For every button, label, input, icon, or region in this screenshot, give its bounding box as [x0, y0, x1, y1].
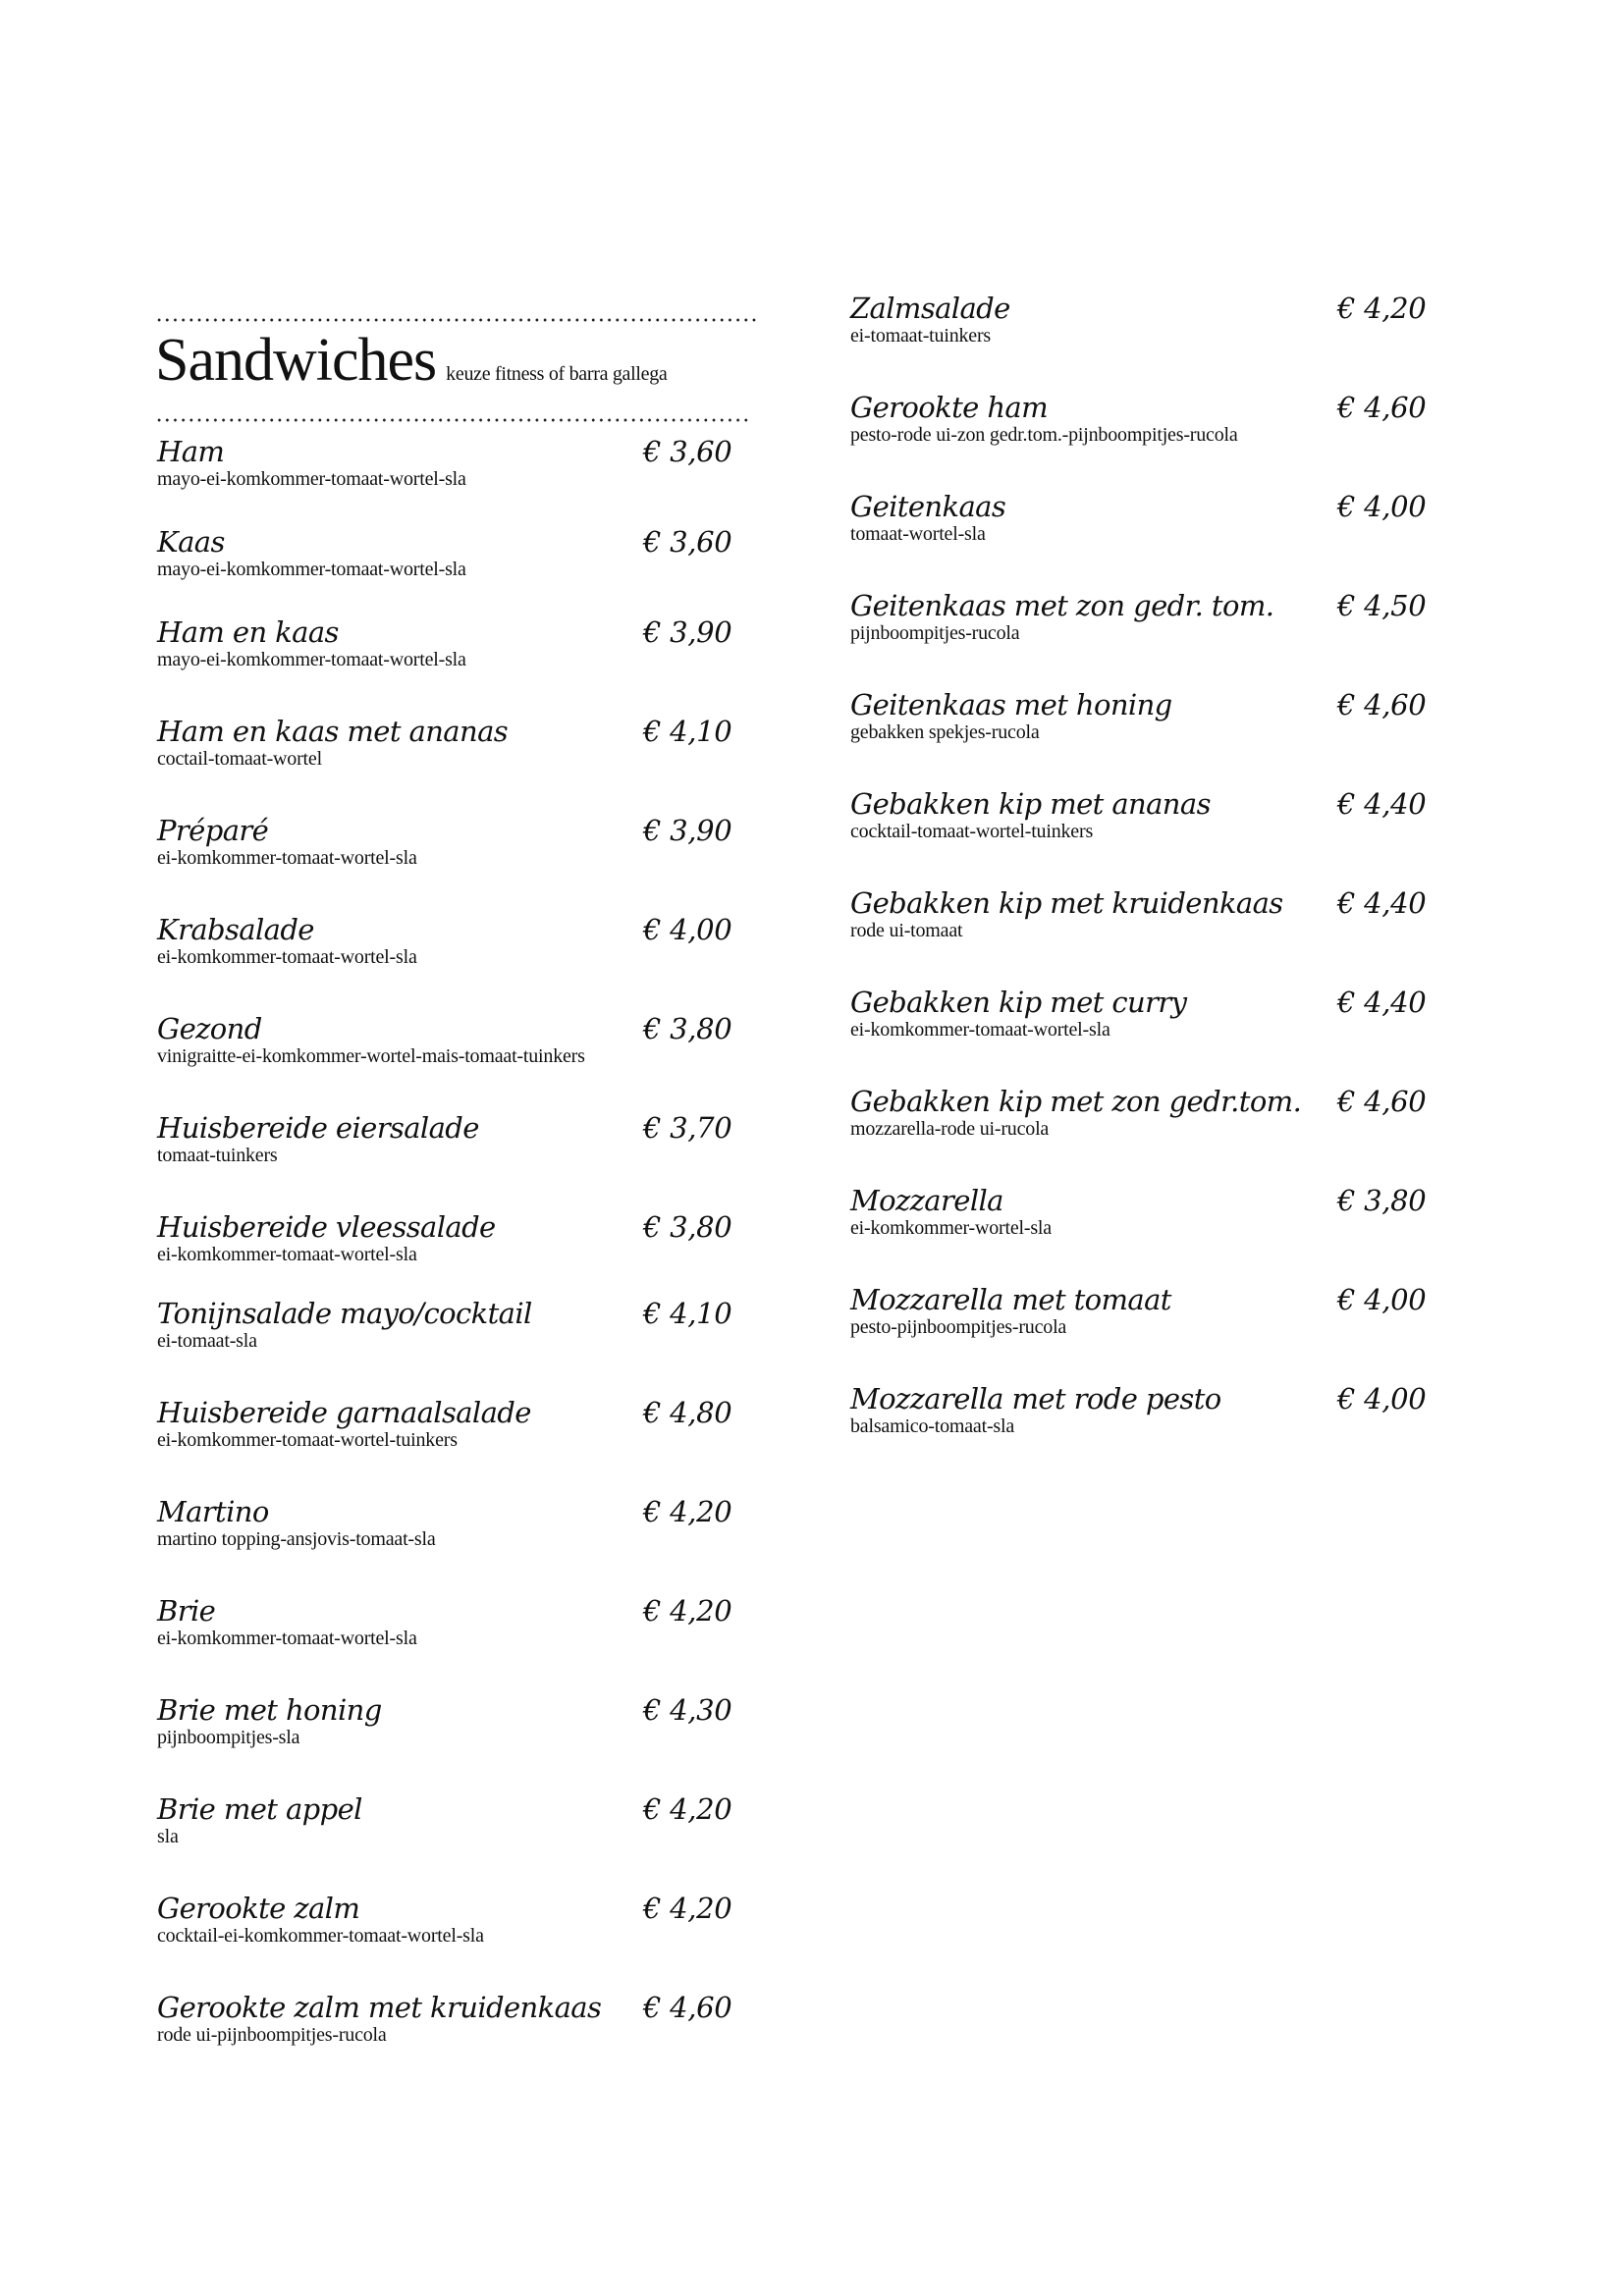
menu-item — [157, 1891, 766, 1979]
menu-item — [157, 912, 766, 1000]
item-description: gebakken spekjes-rucola — [850, 721, 1040, 743]
dotted-divider-bottom — [155, 418, 752, 422]
item-price: € 4,10 — [643, 1297, 732, 1330]
item-price: € 4,40 — [1337, 787, 1427, 821]
item-price: € 3,60 — [643, 525, 732, 559]
item-price: € 4,60 — [643, 1991, 732, 2024]
item-name: Mozzarella met rode pesto — [850, 1382, 1221, 1415]
item-description: pesto-pijnboompitjes-rucola — [850, 1316, 1067, 1338]
item-name: Gerookte ham — [850, 391, 1048, 424]
dotted-divider-top — [155, 318, 759, 322]
item-name: Ham en kaas — [157, 615, 339, 649]
item-description: ei-komkommer-tomaat-wortel-sla — [157, 1244, 417, 1265]
section-subtitle: keuze fitness of barra gallega — [446, 363, 668, 385]
item-description: mozzarella-rode ui-rucola — [850, 1118, 1050, 1140]
item-price: € 3,90 — [643, 814, 732, 847]
item-price: € 4,10 — [643, 715, 732, 748]
item-name: Mozzarella — [850, 1184, 1003, 1217]
item-description: coctail-tomaat-wortel — [157, 748, 322, 770]
menu-item — [157, 1990, 766, 2078]
item-name: Gebakken kip met curry — [850, 986, 1187, 1019]
item-description: rode ui-tomaat — [850, 920, 963, 941]
menu-item — [850, 390, 1459, 478]
item-name: Ham en kaas met ananas — [157, 715, 509, 748]
item-description: ei-komkommer-tomaat-wortel-sla — [157, 847, 417, 869]
item-name: Brie met appel — [157, 1792, 362, 1826]
menu-item — [850, 489, 1459, 577]
item-description: vinigraitte-ei-komkommer-wortel-mais-tomaat-tuinkers — [157, 1045, 585, 1067]
menu-item — [157, 1110, 766, 1199]
item-name: Huisbereide garnaalsalade — [157, 1396, 531, 1429]
item-price: € 4,00 — [1337, 1283, 1427, 1316]
item-price: € 4,60 — [1337, 1085, 1427, 1118]
item-name: Gezond — [157, 1012, 262, 1045]
item-name: Zalmsalade — [850, 292, 1010, 325]
menu-item — [157, 1209, 766, 1298]
item-name: Krabsalade — [157, 913, 314, 946]
item-description: cocktail-ei-komkommer-tomaat-wortel-sla — [157, 1925, 484, 1947]
item-price: € 3,80 — [643, 1012, 732, 1045]
item-name: Gebakken kip met zon gedr.tom. — [850, 1085, 1302, 1118]
item-description: balsamico-tomaat-sla — [850, 1415, 1015, 1437]
menu-item — [850, 291, 1459, 379]
item-price: € 4,40 — [1337, 986, 1427, 1019]
item-name: Huisbereide eiersalade — [157, 1111, 479, 1145]
item-name: Geitenkaas met zon gedr. tom. — [850, 589, 1274, 622]
item-name: Geitenkaas — [850, 490, 1006, 523]
menu-item — [850, 1381, 1459, 1469]
item-name: Gerookte zalm — [157, 1892, 360, 1925]
menu-item — [157, 1494, 766, 1582]
item-name: Tonijnsalade mayo/cocktail — [157, 1297, 532, 1330]
item-description: tomaat-wortel-sla — [850, 523, 986, 545]
item-description: mayo-ei-komkommer-tomaat-wortel-sla — [157, 468, 466, 490]
item-price: € 4,00 — [1337, 1382, 1427, 1415]
item-name: Gebakken kip met kruidenkaas — [850, 886, 1283, 920]
item-name: Mozzarella met tomaat — [850, 1283, 1171, 1316]
item-description: ei-komkommer-tomaat-wortel-sla — [850, 1019, 1110, 1041]
menu-item — [157, 1692, 766, 1781]
menu-item — [157, 1791, 766, 1880]
menu-item — [850, 1183, 1459, 1271]
item-price: € 4,20 — [643, 1892, 732, 1925]
item-price: € 4,30 — [643, 1693, 732, 1727]
item-description: ei-komkommer-tomaat-wortel-sla — [157, 946, 417, 968]
item-name: Gerookte zalm met kruidenkaas — [157, 1991, 602, 2024]
item-description: pijnboompitjes-rucola — [850, 622, 1020, 644]
item-price: € 4,80 — [643, 1396, 732, 1429]
item-price: € 4,60 — [1337, 391, 1427, 424]
item-name: Gebakken kip met ananas — [850, 787, 1211, 821]
item-description: mayo-ei-komkommer-tomaat-wortel-sla — [157, 649, 466, 670]
menu-item — [157, 524, 766, 613]
menu-item — [157, 614, 766, 703]
item-price: € 3,70 — [643, 1111, 732, 1145]
item-name: Ham — [157, 435, 225, 468]
menu-item — [850, 588, 1459, 676]
item-price: € 4,00 — [1337, 490, 1427, 523]
item-description: pesto-rode ui-zon gedr.tom.-pijnboompitjes-rucola — [850, 424, 1238, 446]
menu-item — [850, 786, 1459, 875]
item-price: € 3,60 — [643, 435, 732, 468]
menu-item — [157, 434, 766, 522]
item-price: € 4,20 — [1337, 292, 1427, 325]
item-price: € 4,20 — [643, 1495, 732, 1528]
menu-item — [850, 687, 1459, 775]
item-name: Brie met honing — [157, 1693, 382, 1727]
item-price: € 3,90 — [643, 615, 732, 649]
item-name: Geitenkaas met honing — [850, 688, 1172, 721]
menu-item — [157, 1593, 766, 1682]
item-description: ei-komkommer-tomaat-wortel-tuinkers — [157, 1429, 458, 1451]
menu-item — [850, 1282, 1459, 1370]
menu-item — [157, 1011, 766, 1099]
item-price: € 4,60 — [1337, 688, 1427, 721]
item-description: ei-tomaat-tuinkers — [850, 325, 992, 347]
item-description: tomaat-tuinkers — [157, 1145, 278, 1166]
item-name: Huisbereide vleessalade — [157, 1210, 496, 1244]
item-name: Préparé — [157, 814, 269, 847]
menu-item — [157, 714, 766, 802]
item-description: rode ui-pijnboompitjes-rucola — [157, 2024, 387, 2046]
item-description: martino topping-ansjovis-tomaat-sla — [157, 1528, 436, 1550]
item-description: ei-tomaat-sla — [157, 1330, 257, 1352]
item-description: mayo-ei-komkommer-tomaat-wortel-sla — [157, 559, 466, 580]
item-name: Kaas — [157, 525, 225, 559]
item-price: € 4,00 — [643, 913, 732, 946]
menu-item — [157, 1395, 766, 1483]
section-title: Sandwiches — [155, 327, 437, 394]
menu-item — [850, 885, 1459, 974]
item-name: Brie — [157, 1594, 216, 1628]
menu-item — [157, 1296, 766, 1384]
item-price: € 3,80 — [643, 1210, 732, 1244]
item-description: ei-komkommer-wortel-sla — [850, 1217, 1052, 1239]
item-description: pijnboompitjes-sla — [157, 1727, 300, 1748]
menu-item — [157, 813, 766, 901]
item-price: € 4,20 — [643, 1792, 732, 1826]
item-description: cocktail-tomaat-wortel-tuinkers — [850, 821, 1094, 842]
item-name: Martino — [157, 1495, 269, 1528]
menu-item — [850, 985, 1459, 1073]
menu-item — [850, 1084, 1459, 1172]
section-heading — [155, 327, 668, 394]
item-description: ei-komkommer-tomaat-wortel-sla — [157, 1628, 417, 1649]
item-price: € 4,20 — [643, 1594, 732, 1628]
item-price: € 3,80 — [1337, 1184, 1427, 1217]
item-price: € 4,40 — [1337, 886, 1427, 920]
item-price: € 4,50 — [1337, 589, 1427, 622]
item-description: sla — [157, 1826, 179, 1847]
